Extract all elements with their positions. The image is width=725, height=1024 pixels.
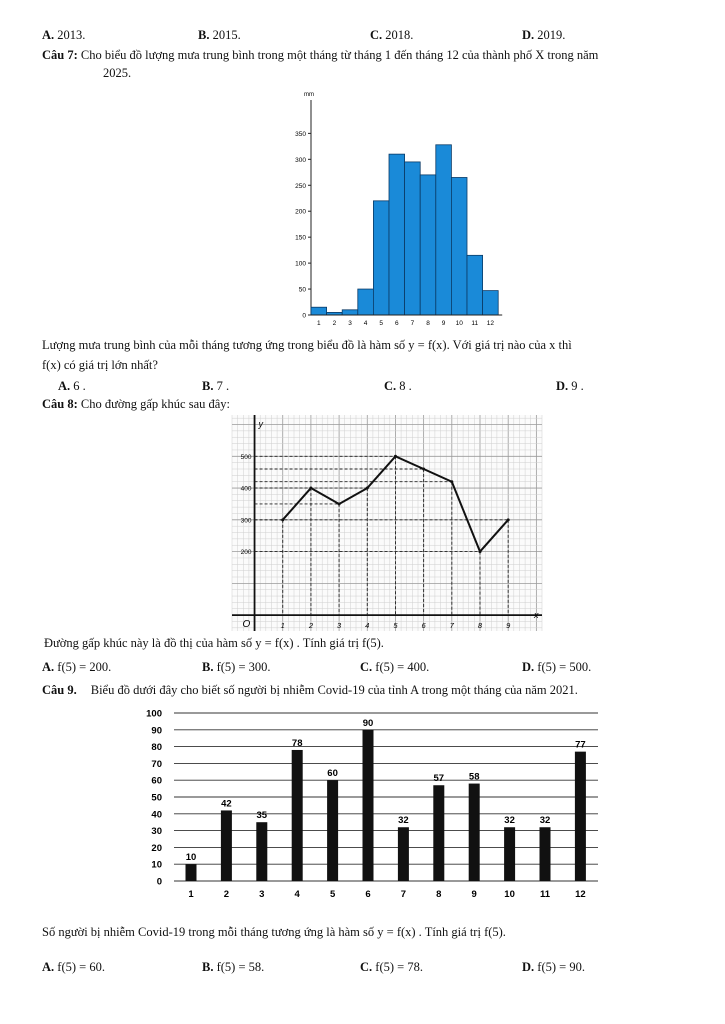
data-point-6 [422,468,425,471]
q8-option-c[interactable]: C. f(5) = 400. [360,660,430,674]
x-tick-label: 12 [486,320,495,327]
x-tick-label: 9 [471,889,477,900]
q9-stem: Số người bị nhiễm Covid-19 trong mỗi tháng tương ứng là hàm số y = f(x) . Tính giá trị f(5). [42,925,506,939]
q8-options [0,660,725,678]
y-tick-label: 80 [151,742,162,754]
x-tick-label: 2 [332,320,337,327]
bar-month-8 [420,175,436,315]
q6-option-a[interactable]: A. 2013. [42,28,86,42]
y-tick-label: 0 [156,876,162,888]
x-tick-label: 11 [539,889,551,900]
q6-option-c[interactable]: C. 2018. [370,28,414,42]
x-tick-label: 11 [471,320,479,327]
rainfall-chart [265,82,525,332]
y-tick-label: 90 [151,725,162,737]
y-tick-label: 50 [151,792,162,804]
x-tick-label: 7 [449,621,454,631]
y-tick-label: 100 [295,260,306,268]
y-axis-unit: mm [304,92,314,98]
x-tick-label: 3 [337,621,342,631]
data-label: 60 [327,768,338,780]
y-tick-label: 30 [151,826,162,838]
y-tick-label: 350 [295,130,306,138]
x-tick-label: 8 [477,621,483,631]
x-tick-label: 1 [280,621,285,631]
bar-month-1 [311,307,327,315]
q9-option-c[interactable]: C. f(5) = 78. [360,960,423,974]
data-label: 77 [575,739,586,751]
x-tick-label: 6 [421,621,426,631]
q6-option-d[interactable]: D. 2019. [522,28,566,42]
q6-options [0,28,725,46]
bar-month-11 [467,255,483,315]
bar-month-8 [433,785,444,881]
polyline-chart [228,413,546,635]
bar-month-7 [405,162,421,315]
data-point-3 [338,502,341,505]
q6-option-b[interactable]: B. 2015. [198,28,241,42]
data-point-2 [309,487,312,490]
origin-label: O [242,619,251,631]
y-tick-label: 70 [151,758,162,770]
y-tick-label: 200 [295,208,306,216]
bar-month-7 [398,827,409,881]
bar-month-1 [186,864,197,881]
x-tick-label: 5 [393,621,398,631]
bar-month-3 [342,310,358,315]
q8-stem: Đường gấp khúc này là đồ thị của hàm số y = f(x) . Tính giá trị f(5). [44,636,384,650]
q9-option-b[interactable]: B. f(5) = 58. [202,960,265,974]
q8-option-a[interactable]: A. f(5) = 200. [42,660,112,674]
bar-month-11 [540,827,551,881]
x-tick-label: 5 [379,320,384,327]
y-tick-label: 20 [151,842,162,854]
x-tick-label: 9 [506,621,511,631]
q9-option-a[interactable]: A. f(5) = 60. [42,960,105,974]
y-tick-label: 0 [302,312,306,320]
x-tick-label: 1 [316,320,321,327]
q8-option-d[interactable]: D. f(5) = 500. [522,660,592,674]
x-tick-label: 2 [223,889,230,900]
bar-month-12 [575,752,586,881]
x-tick-label: 1 [188,889,194,900]
y-tick-label: 300 [295,156,306,164]
data-point-8 [479,550,482,553]
q7-option-a[interactable]: A. 6 . [58,379,86,393]
grid-background [232,415,542,631]
bar-month-3 [256,822,267,881]
bar-month-6 [363,730,374,881]
data-label: 32 [504,815,515,827]
data-point-7 [450,480,453,483]
y-tick-label: 150 [295,234,306,242]
q9-options [0,960,725,978]
y-axis-label: y [258,419,264,429]
y-tick-label: 300 [240,517,252,525]
q7-option-c[interactable]: C. 8 . [384,379,412,393]
y-tick-label: 200 [240,549,252,557]
bar-month-9 [469,784,480,881]
bar-month-10 [451,177,467,315]
bar-month-10 [504,827,515,881]
q7-stem-cont: f(x) có giá trị lớn nhất? [42,358,158,372]
q8-heading: Câu 8: Cho đường gấp khúc sau đây: [42,397,231,411]
data-point-1 [281,518,284,521]
x-tick-label: 4 [294,889,300,900]
x-tick-label: 3 [259,889,265,900]
x-tick-label: 5 [329,889,336,900]
q9-option-d[interactable]: D. f(5) = 90. [522,960,585,974]
x-tick-label: 10 [504,889,515,900]
data-point-4 [366,487,369,490]
x-tick-label: 7 [400,889,407,900]
x-tick-label: 6 [365,889,371,900]
data-point-9 [507,518,510,521]
bar-month-5 [373,201,389,315]
x-tick-label: 8 [436,889,442,900]
y-tick-label: 500 [240,453,252,461]
data-label: 90 [362,717,374,729]
bar-month-4 [358,289,374,315]
x-tick-label: 7 [410,320,415,327]
y-tick-label: 10 [151,859,162,871]
x-tick-label: 10 [455,320,463,327]
bar-month-12 [483,291,499,315]
q7-option-d[interactable]: D. 9 . [556,379,584,393]
x-tick-label: 8 [426,320,430,327]
y-tick-label: 400 [240,485,252,493]
y-tick-label: 60 [151,775,162,787]
x-tick-label: 4 [363,320,368,327]
x-tick-label: 6 [394,320,399,327]
data-label: 32 [398,815,409,827]
q7-stem: Lượng mưa trung bình của mỗi tháng tương ứng trong biểu đồ là hàm số y = f(x). Với giá trị nào của x thì [42,338,572,352]
data-label: 35 [256,810,268,822]
x-tick-label: 2 [308,621,313,631]
bar-month-6 [389,154,405,315]
q7-options [0,379,725,397]
bar-month-9 [436,145,452,315]
data-label: 78 [291,737,303,749]
y-tick-label: 100 [146,708,162,720]
x-tick-label: 3 [348,320,352,327]
x-tick-label: 12 [575,889,586,900]
data-label: 57 [433,773,445,785]
data-label: 32 [539,815,551,827]
covid-chart [140,703,610,903]
x-axis-label: x [534,610,539,621]
bar-month-5 [327,780,338,881]
x-tick-label: 9 [441,320,446,327]
q7-heading: Câu 7: Cho biểu đồ lượng mưa trung bình trong một tháng từ tháng 1 đến tháng 12 của thành phố X trong năm [42,48,599,62]
y-tick-label: 250 [295,182,306,190]
q9-heading: Câu 9. Biểu đồ dưới đây cho biết số người bị nhiễm Covid-19 của tỉnh A trong một tháng của năm 2021. [42,683,578,697]
q8-option-b[interactable]: B. f(5) = 300. [202,660,271,674]
x-tick-label: 4 [365,621,370,631]
bar-month-2 [221,810,232,881]
data-point-5 [394,455,397,458]
q7-heading-cont: 2025. [103,66,132,80]
bar-month-4 [292,750,303,881]
data-label: 58 [468,771,480,783]
y-tick-label: 50 [298,286,306,294]
data-label: 42 [221,798,232,810]
q7-option-b[interactable]: B. 7 . [202,379,230,393]
data-label: 10 [185,852,197,864]
y-tick-label: 40 [151,809,162,821]
